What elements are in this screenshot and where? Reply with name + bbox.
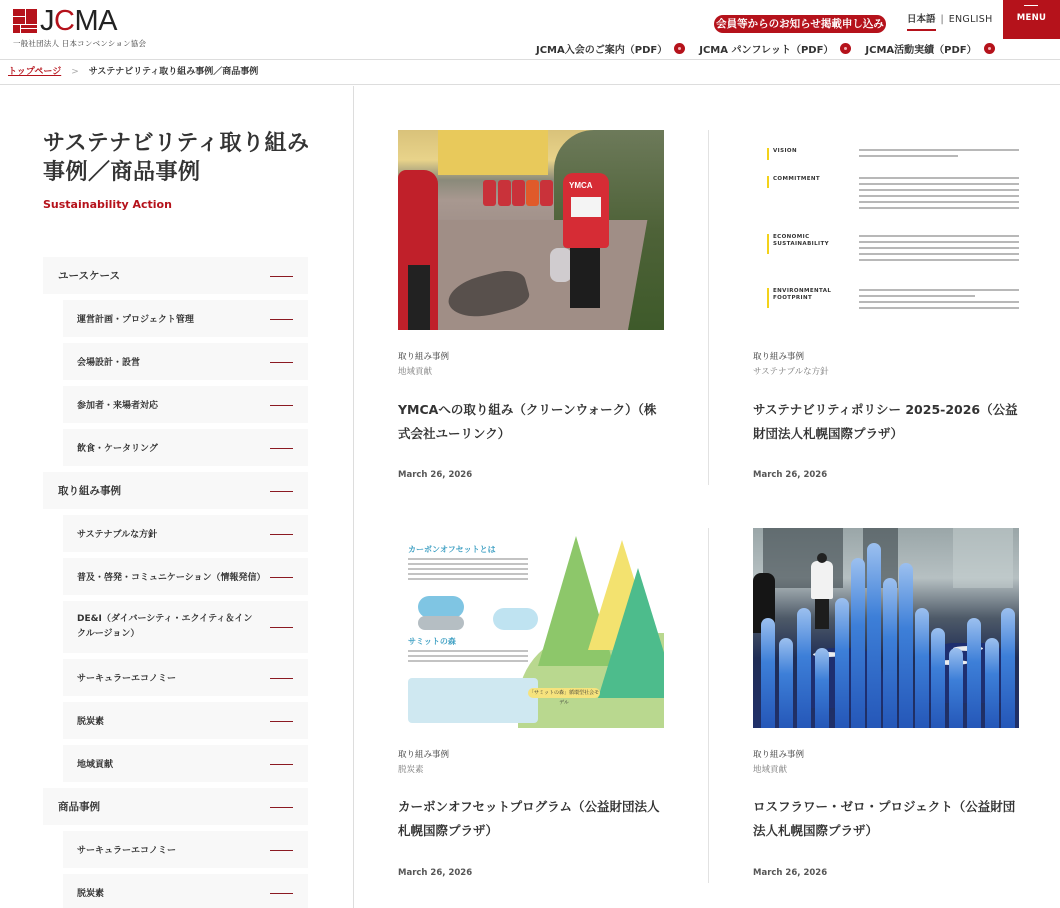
nav-item-label: 地域貢献 [77, 760, 114, 770]
page-title: サステナビリティ取り組み事例／商品事例 [43, 131, 310, 185]
card-subcategory: サステナブルな方針 [753, 367, 829, 377]
logo-wordmark: JCMA [40, 5, 117, 37]
nav-item-label: 参加者・来場者対応 [77, 401, 159, 411]
logo-subtitle: 一般社団法人 日本コンベンション協会 [13, 39, 147, 48]
pdf-bullet-icon [840, 43, 851, 54]
menu-bar-icon [1024, 5, 1038, 6]
lang-separator: | [940, 14, 944, 25]
dash-icon [270, 850, 293, 851]
nav-item-community-contribution[interactable] [63, 745, 308, 782]
dash-icon [270, 678, 293, 679]
nav-item-label: サーキュラーエコノミー [77, 846, 177, 856]
dash-icon [270, 276, 293, 277]
card-date: March 26, 2026 [398, 470, 473, 480]
page-subtitle: Sustainability Action [43, 198, 172, 211]
breadcrumb-home-link[interactable]: トップページ [8, 67, 62, 77]
lang-japanese-link[interactable]: 日本語 [907, 14, 936, 31]
nav-item-label: 普及・啓発・コミュニケーション（情報発信） [77, 573, 266, 583]
site-header [0, 0, 1060, 60]
breadcrumb-separator: > [71, 67, 79, 77]
doc-section-heading: COMMITMENT [773, 176, 821, 182]
card-image-carbon-offset-infographic[interactable] [398, 528, 664, 728]
nav-item-communication[interactable] [63, 558, 308, 595]
jcma-logo[interactable] [13, 5, 147, 49]
infographic-heading: カーボンオフセットとは [408, 545, 496, 554]
infographic-heading: サミットの森 [408, 637, 456, 646]
nav-group-products[interactable] [43, 788, 308, 825]
category-nav [43, 257, 308, 908]
card-column-divider [708, 130, 709, 485]
nav-group-label: ユースケース [58, 270, 120, 282]
nav-group-label: 商品事例 [58, 801, 100, 813]
pdf-link-label: JCMA パンフレット（PDF） [699, 45, 834, 56]
menu-label: MENU [1016, 13, 1047, 23]
card-title[interactable]: カーボンオフセットプログラム（公益財団法人札幌国際プラザ） [398, 799, 660, 838]
card-date: March 26, 2026 [753, 470, 828, 480]
pdf-link-activities[interactable] [865, 41, 994, 56]
pdf-link-pamphlet[interactable] [699, 41, 851, 56]
nav-item-label: 運営計画・プロジェクト管理 [77, 315, 194, 325]
infographic-pill: 「サミットの森」循環型社会モデル [529, 690, 599, 706]
pdf-bullet-icon [984, 43, 995, 54]
nav-group-usecase[interactable] [43, 257, 308, 294]
pdf-link-label: JCMA入会のご案内（PDF） [536, 45, 668, 56]
article-card[interactable] [753, 130, 1019, 490]
sidebar-divider [353, 86, 354, 908]
logo-mark-icon [13, 9, 37, 33]
vest-label: YMCA [569, 181, 593, 190]
doc-section-heading: ENVIRONMENTAL FOOTPRINT [773, 288, 832, 301]
article-card[interactable] [398, 130, 664, 490]
doc-section-heading: VISION [773, 148, 797, 154]
breadcrumb-current: サステナビリティ取り組み事例／商品事例 [88, 67, 259, 77]
language-switcher [907, 11, 993, 25]
card-subcategory: 地域貢献 [753, 765, 788, 775]
member-notice-button[interactable]: 会員等からのお知らせ掲載申し込み [714, 15, 886, 33]
nav-item-label: 脱炭素 [77, 717, 105, 727]
card-subcategory: 地域貢献 [398, 367, 433, 377]
nav-item-label: 飲食・ケータリング [77, 444, 158, 454]
dash-icon [270, 319, 293, 320]
article-card[interactable] [753, 528, 1019, 888]
nav-item-label: 脱炭素 [77, 889, 105, 899]
dash-icon [270, 362, 293, 363]
dash-icon [270, 764, 293, 765]
card-date: March 26, 2026 [753, 868, 828, 878]
card-image-policy-document[interactable] [753, 130, 1019, 330]
menu-button[interactable] [1003, 0, 1060, 39]
nav-item-venue-design[interactable] [63, 343, 308, 380]
nav-item-label: 会場設計・設営 [77, 358, 141, 368]
dash-icon [270, 893, 293, 894]
dash-icon [270, 448, 293, 449]
pdf-bullet-icon [674, 43, 685, 54]
card-category: 取り組み事例 [753, 750, 805, 760]
nav-item-sustainable-policy[interactable] [63, 515, 308, 552]
dash-icon [270, 405, 293, 406]
nav-item-attendee-service[interactable] [63, 386, 308, 423]
nav-item-decarbonization[interactable] [63, 702, 308, 739]
card-image-blue-flowers-photo[interactable] [753, 528, 1019, 728]
dash-icon [270, 577, 293, 578]
pdf-link-membership[interactable] [536, 41, 685, 56]
nav-item-dei[interactable] [63, 601, 308, 653]
dash-icon [270, 534, 293, 535]
pdf-link-label: JCMA活動実績（PDF） [865, 45, 977, 56]
card-title[interactable]: サステナビリティポリシー 2025-2026（公益財団法人札幌国際プラザ） [753, 402, 1018, 441]
dash-icon [270, 807, 293, 808]
nav-group-label: 取り組み事例 [58, 485, 121, 497]
article-card[interactable] [398, 528, 664, 888]
nav-item-product-decarbonization[interactable] [63, 874, 308, 908]
nav-item-project-management[interactable] [63, 300, 308, 337]
card-subcategory: 脱炭素 [398, 765, 424, 775]
dash-icon [270, 721, 293, 722]
card-column-divider [708, 528, 709, 883]
card-image-cleanwalk-photo[interactable] [398, 130, 664, 330]
nav-item-circular-economy[interactable] [63, 659, 308, 696]
nav-item-label: DE&I（ダイバーシティ・エクイティ＆インクルージョン） [77, 614, 253, 639]
dash-icon [270, 627, 293, 628]
nav-item-product-circular-economy[interactable] [63, 831, 308, 868]
dash-icon [270, 491, 293, 492]
card-category: 取り組み事例 [398, 750, 450, 760]
card-category: 取り組み事例 [753, 352, 805, 362]
card-title[interactable]: ロスフラワー・ゼロ・プロジェクト（公益財団法人札幌国際プラザ） [753, 799, 1016, 838]
card-title[interactable]: YMCAへの取り組み（クリーンウォーク）（株式会社ユーリンク） [398, 402, 657, 441]
nav-item-label: サーキュラーエコノミー [77, 674, 177, 684]
pdf-links [536, 41, 995, 56]
doc-section-heading: ECONOMIC SUSTAINABILITY [773, 234, 829, 247]
nav-group-initiatives[interactable] [43, 472, 308, 509]
breadcrumb [0, 61, 1060, 85]
lang-english-link[interactable]: ENGLISH [948, 14, 993, 25]
nav-item-catering[interactable] [63, 429, 308, 466]
card-date: March 26, 2026 [398, 868, 473, 878]
card-category: 取り組み事例 [398, 352, 450, 362]
nav-item-label: サステナブルな方針 [77, 530, 158, 540]
